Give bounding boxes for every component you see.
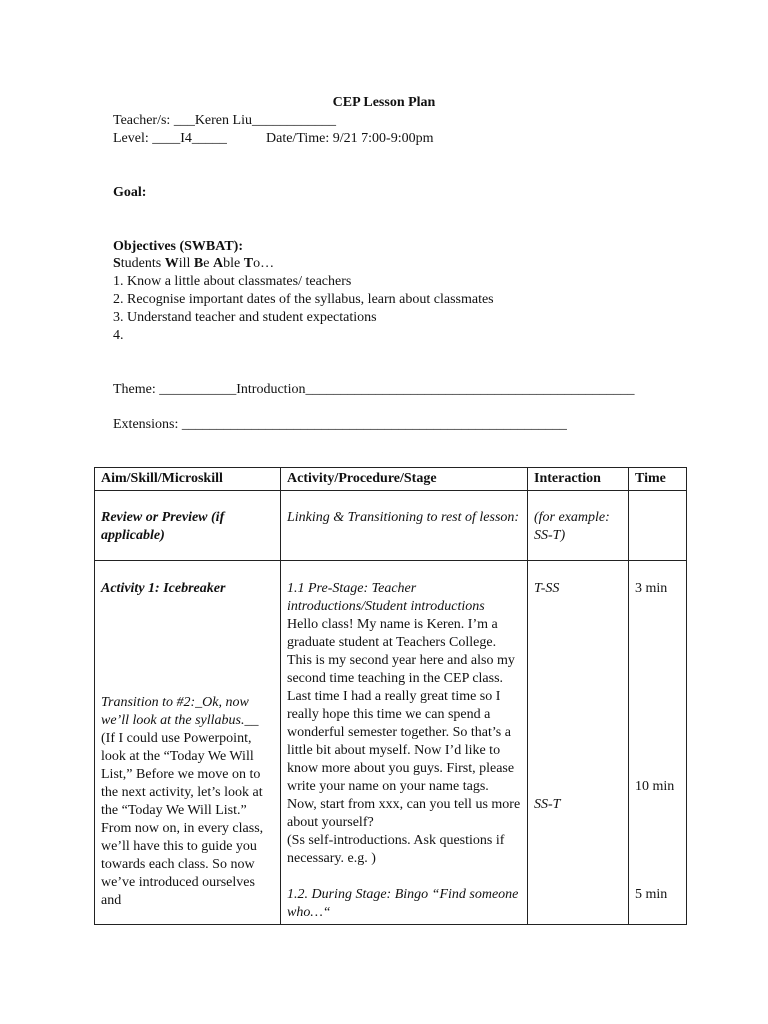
header-time: Time (629, 468, 687, 491)
activity1-interaction-cell (528, 561, 629, 925)
transition-rest: __ (If I could use Powerpoint, look at the “Today We Will List,” Before we move on to the next activity, let’s look at the “Today We Will List.” From now on, in every class, we’ll have this to guide you towards each class. So now we’ve introduced ourselves and (101, 713, 264, 908)
swbat-e: e (203, 256, 213, 271)
table-header-row (95, 468, 687, 491)
stage1-title: 1.1 Pre-Stage: Teacher introductions/Student introductions (287, 581, 485, 614)
page-title: CEP Lesson Plan (332, 95, 436, 110)
objective-item-3: 3. Understand teacher and student expectations (113, 310, 377, 325)
swbat-ble: ble (223, 256, 244, 271)
stage2-title: 1.2. During Stage: Bingo “Find someone who…“ (287, 887, 519, 920)
review-activity: Linking & Transitioning to rest of lesson: (281, 491, 528, 561)
activity1-aim-cell (95, 561, 281, 925)
activity1-time-cell (629, 561, 687, 925)
objective-item-4: 4. (113, 328, 124, 343)
header-interaction: Interaction (528, 468, 629, 491)
level-line: Level: ____I4_____ (113, 131, 227, 146)
swbat-o: o… (253, 256, 275, 271)
activity1-title: Activity 1: Icebreaker (101, 581, 226, 596)
time-3-min: 3 min (635, 581, 668, 596)
time-5-min: 5 min (635, 887, 668, 902)
header-aim: Aim/Skill/Microskill (95, 468, 281, 491)
transition-text (101, 694, 274, 910)
objective-item-2: 2. Recognise important dates of the syllabus, learn about classmates (113, 292, 494, 307)
activity1-procedure-cell (281, 561, 528, 925)
table-row-review (95, 491, 687, 561)
stage1-body: Hello class! My name is Keren. I’m a graduate student at Teachers College. This is my second year here and also my second time teaching in the CEP class. Last time I had a really great time so I really hope this time we can spend a wonderful semester together. So that’s a little bit about myself. Now I’d like to know more about you guys. First, please write your name on your name tags. Now, start from xxx, can you tell us more about yourself? (287, 617, 521, 830)
table-row-activity1 (95, 561, 687, 925)
goal-label: Goal: (113, 185, 147, 200)
time-10-min: 10 min (635, 779, 675, 794)
review-interaction: (for example: SS-T) (528, 491, 629, 561)
extensions-line: Extensions: _______________________________________________________ (113, 417, 567, 432)
interaction-ss-t: SS-T (534, 797, 561, 812)
swbat-b: B (193, 256, 204, 271)
swbat-tudents: tudents (120, 256, 165, 271)
review-time (629, 491, 687, 561)
header-activity: Activity/Procedure/Stage (281, 468, 528, 491)
theme-line: Theme: ___________Introduction_______________________________________________ (113, 382, 635, 397)
objective-item-1: 1. Know a little about classmates/ teachers (113, 274, 352, 289)
swbat-line (113, 255, 274, 273)
teacher-line: Teacher/s: ___Keren Liu____________ (113, 113, 336, 128)
swbat-t: T (243, 256, 254, 271)
swbat-a: A (212, 256, 224, 271)
swbat-s: S (113, 256, 121, 271)
lesson-plan-table (94, 467, 687, 925)
interaction-t-ss: T-SS (534, 581, 560, 596)
swbat-ill: ill (178, 256, 194, 271)
swbat-w: W (164, 256, 179, 271)
review-aim: Review or Preview (if applicable) (95, 491, 281, 561)
objectives-label: Objectives (SWBAT): (113, 239, 243, 254)
datetime-line: Date/Time: 9/21 7:00-9:00pm (266, 131, 434, 146)
transition-italic: Transition to #2:_Ok, now we’ll look at the syllabus. (101, 695, 249, 728)
stage1-note: (Ss self-introductions. Ask questions if necessary. e.g. ) (287, 833, 505, 866)
